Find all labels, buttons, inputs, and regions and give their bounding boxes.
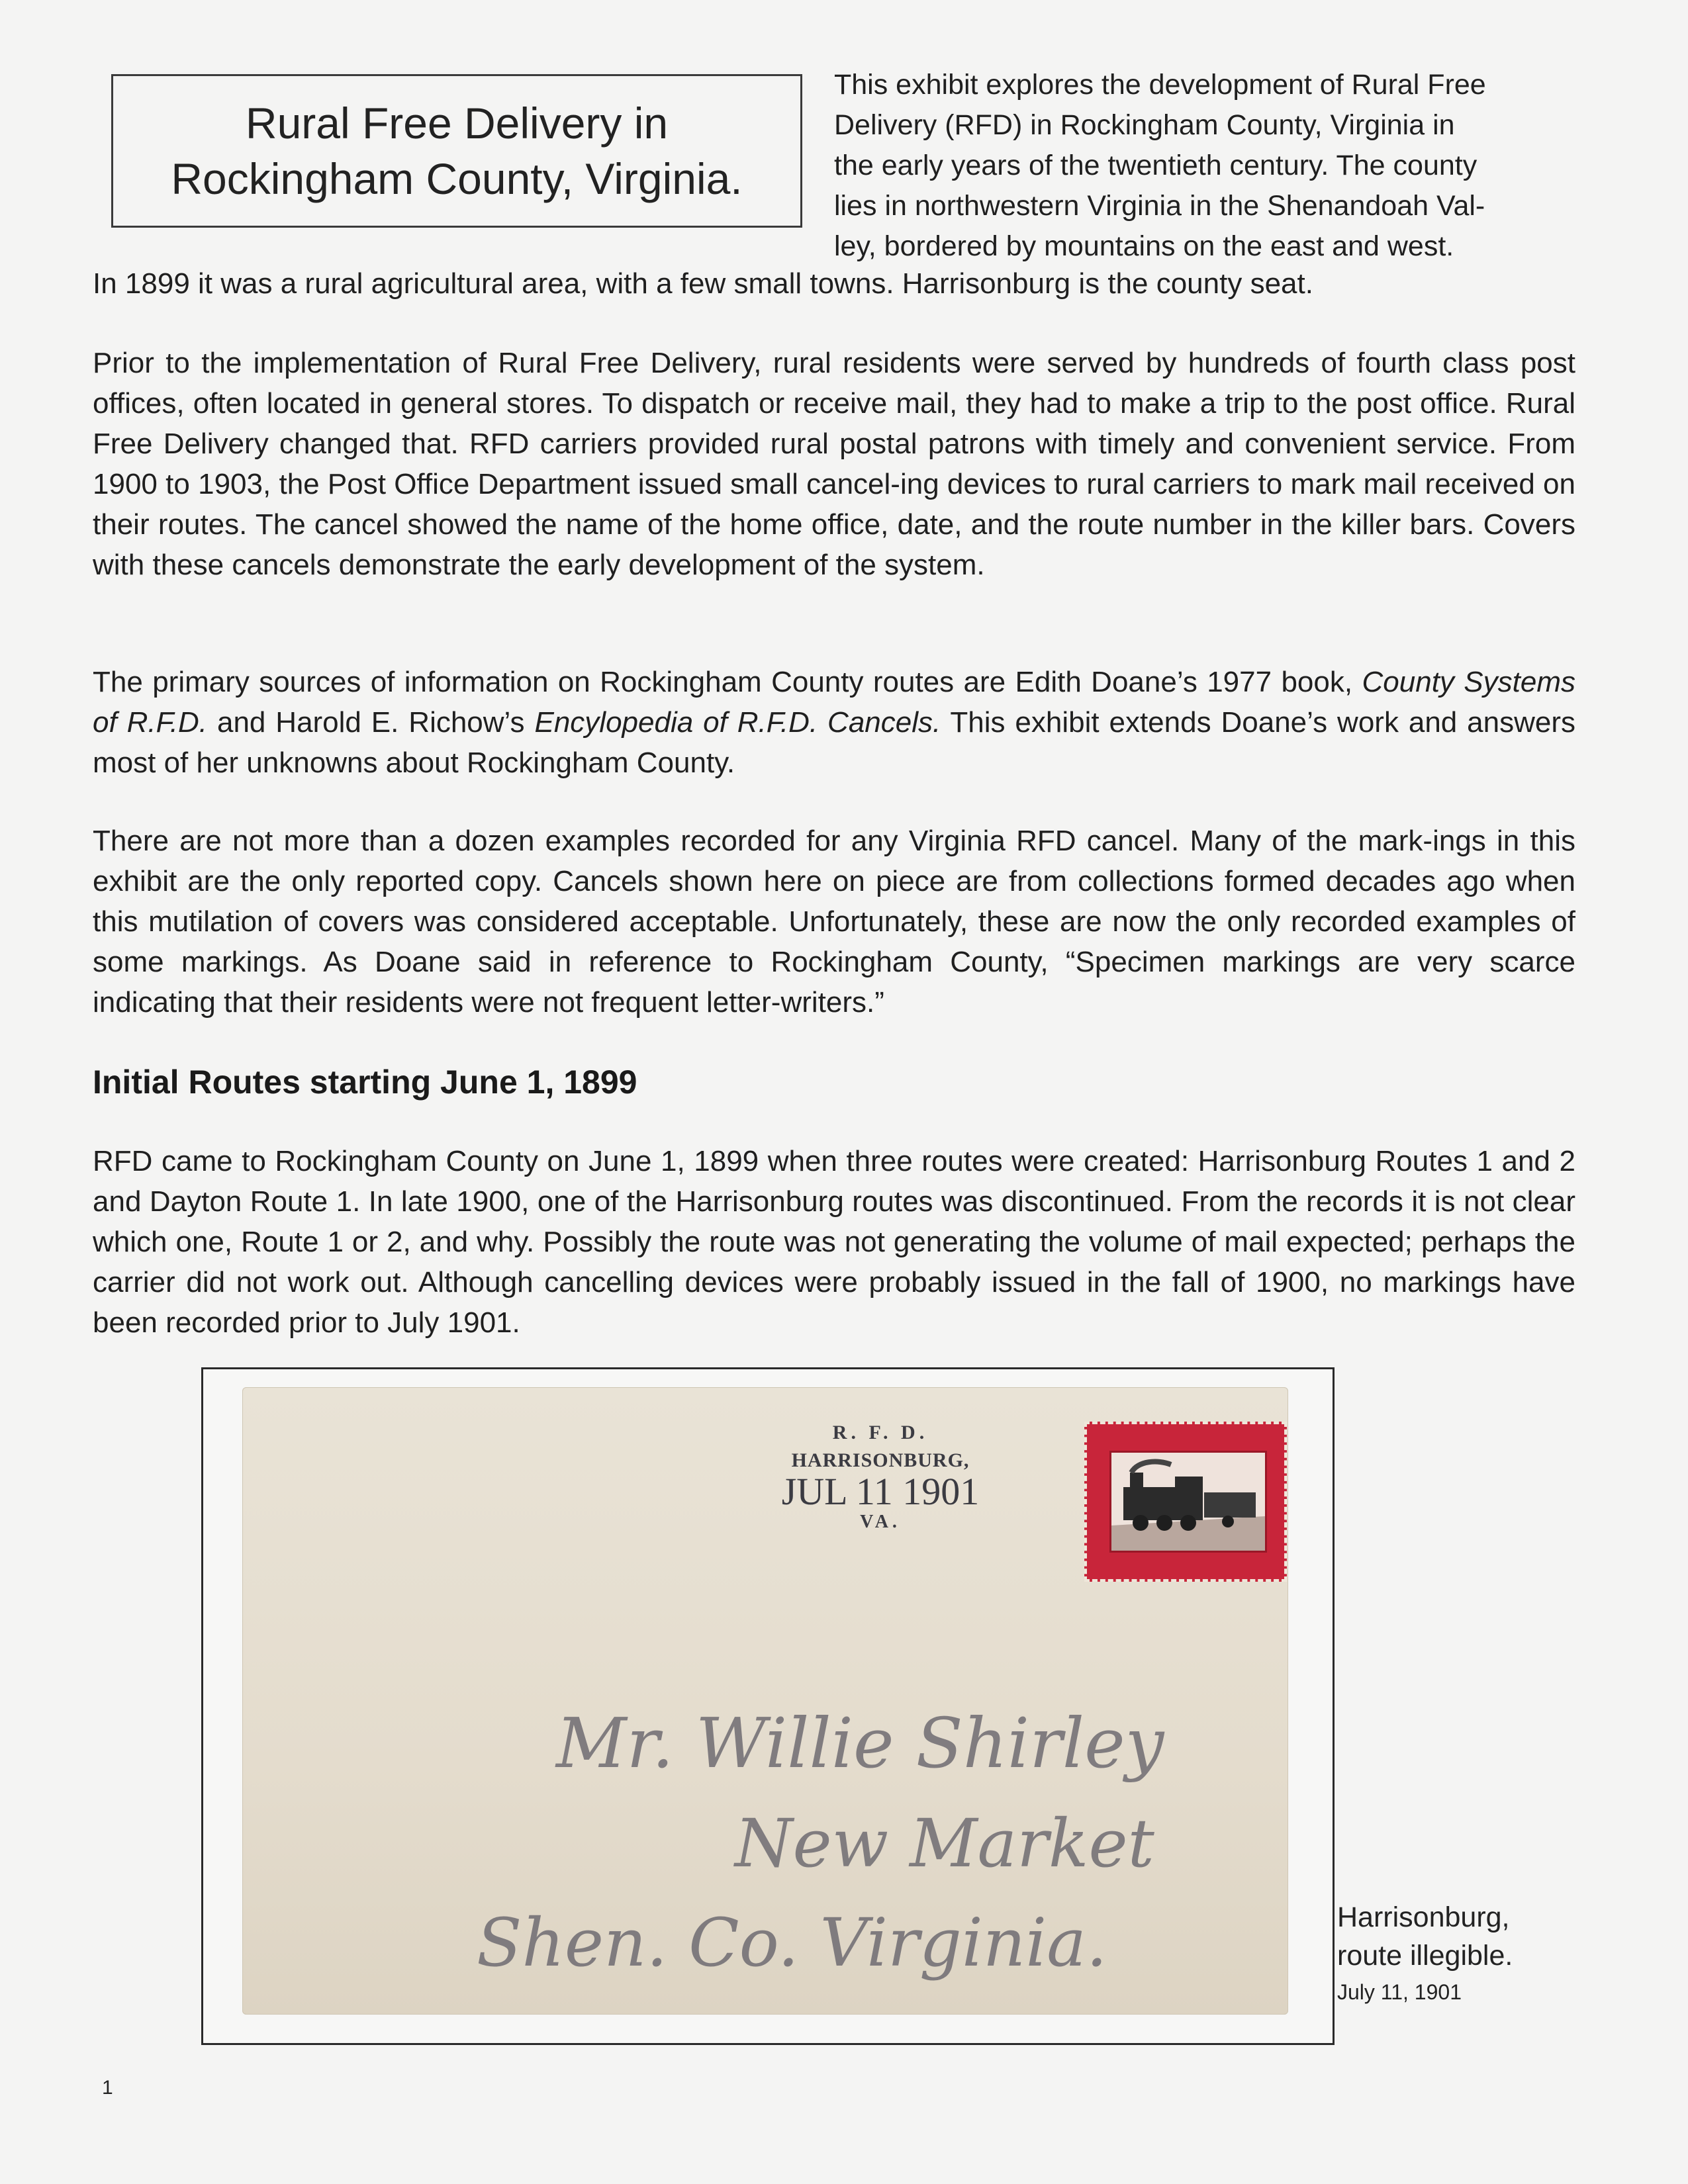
locomotive-stamp-icon — [1109, 1451, 1267, 1553]
intro-line: ley, bordered by mountains on the east and west. — [834, 230, 1454, 262]
postmark-line-2: HARRISONBURG, — [791, 1449, 970, 1471]
sources-text-b: and Harold E. Richow’s — [216, 706, 525, 739]
rfd-postmark — [768, 1422, 993, 1533]
title-box — [111, 74, 802, 228]
address-line-2: New Market — [735, 1805, 1154, 1882]
address-line-3: Shen. Co. Virginia. — [477, 1904, 1107, 1981]
postmark-line-4: VA. — [860, 1512, 901, 1532]
sources-text-a: The primary sources of information on Rockingham County routes are Edith Doane’s 1977 book, — [93, 666, 1353, 698]
cover-caption — [1337, 1898, 1575, 2007]
caption-date: July 11, 1901 — [1337, 1980, 1462, 2004]
book-title-encyclopedia: Encylopedia of R.F.D. Cancels. — [534, 706, 941, 739]
book-title-county-systems: County Systems of R.F.D. — [93, 666, 1575, 739]
title-line-2: Rockingham County, Virginia. — [171, 154, 743, 203]
caption-route: route illegible. — [1337, 1940, 1513, 1972]
intro-line: lies in northwestern Virginia in the Shenandoah Val- — [834, 190, 1485, 222]
paragraph-initial-routes: RFD came to Rockingham County on June 1, 1899 when three routes were created: Harrisonburg Routes 1 and 2 and Dayton Route 1. In late 1900, one of the Harrisonburg routes was discontinued. From the records it is not clear which one, Route 1 or 2, and why. Possibly the route was not generating the volume of mail expected; perhaps the carrier did not work out. Although cancelling devices were probably issued in the fall of 1900, no markings have been recorded prior to July 1901. — [93, 1145, 1575, 1339]
paragraph-scarcity: There are not more than a dozen examples recorded for any Virginia RFD cancel. Many of the mark-ings in this exhibit are the only reported copy. Cancels shown here on piece are from collections formed decades ago when this mutilation of covers was considered acceptable. Unfortunately, these are now the only recorded examples of some markings. As Doane said in reference to Rockingham County, “Specimen markings are very scarce indicating that their residents were not frequent letter-writers.” — [93, 825, 1575, 1019]
section-heading: Initial Routes starting June 1, 1899 — [93, 1064, 637, 1101]
postage-stamp — [1084, 1422, 1287, 1582]
paragraph-county-description: In 1899 it was a rural agricultural area, with a few small towns. Harrisonburg is the county seat. — [93, 267, 1313, 300]
handwritten-address — [437, 1681, 1297, 1999]
intro-line: Delivery (RFD) in Rockingham County, Virginia in — [834, 109, 1455, 141]
intro-line: the early years of the twentieth century. The county — [834, 150, 1477, 181]
sources-text-c: This exhibit extends Doane’s work and answers most of her unknowns about Rockingham County. — [93, 706, 1576, 779]
intro-line: This exhibit explores the development of Rural Free — [834, 69, 1486, 101]
paragraph-rfd-history: Prior to the implementation of Rural Free Delivery, rural residents were served by hundreds of fourth class post offices, often located in general stores. To dispatch or receive mail, they had to make a trip to the post office. Rural Free Delivery changed that. RFD carriers provided rural postal patrons with timely and convenient service. From 1900 to 1903, the Post Office Department issued small cancel-ing devices to rural carriers to mark mail received on their routes. The cancel showed the name of the home office, date, and the route number in the killer bars. Covers with these cancels demonstrate the early development of the system. — [93, 347, 1575, 581]
caption-place: Harrisonburg, — [1337, 1901, 1510, 1933]
page-number: 1 — [102, 2077, 113, 2099]
postmark-date: JUL 11 1901 — [781, 1470, 980, 1513]
paragraph-sources — [93, 662, 1575, 783]
postmark-line-1: R. F. D. — [832, 1422, 929, 1443]
intro-text — [834, 65, 1575, 267]
title-line-1: Rural Free Delivery in — [245, 99, 669, 148]
address-line-1: Mr. Willie Shirley — [556, 1703, 1164, 1784]
